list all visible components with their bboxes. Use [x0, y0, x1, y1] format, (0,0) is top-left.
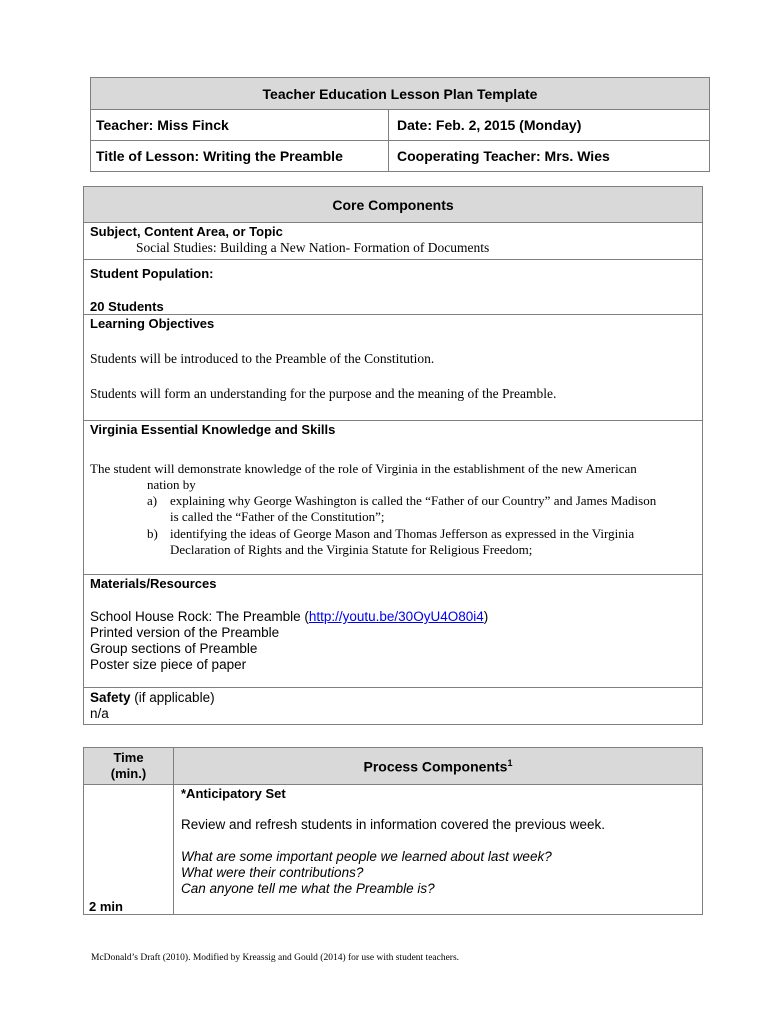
youtube-link[interactable]: http://youtu.be/30OyU4O80i4: [308, 609, 484, 624]
materials-label: Materials/Resources: [90, 576, 217, 591]
subject-section: [84, 223, 703, 260]
header-table: [90, 77, 710, 172]
skills-label: Virginia Essential Knowledge and Skills: [90, 422, 336, 437]
material-1-prefix: School House Rock: The Preamble (: [90, 609, 309, 624]
core-components-table: [83, 186, 703, 725]
skill-b-line-1: identifying the ideas of George Mason and Thomas Jefferson as expressed in the Virginia: [170, 526, 635, 541]
process-heading-footnote: 1: [507, 757, 513, 768]
safety-value: n/a: [90, 706, 109, 721]
subject-label: Subject, Content Area, or Topic: [90, 224, 283, 239]
material-3: Group sections of Preamble: [90, 641, 258, 656]
process-heading-text: Process Components: [363, 758, 508, 775]
question-3: Can anyone tell me what the Preamble is?: [181, 881, 435, 896]
objective-1: Students will be introduced to the Preamble of the Constitution.: [90, 351, 435, 366]
safety-section: [84, 688, 703, 725]
subject-value: Social Studies: Building a New Nation- Formation of Documents: [136, 240, 490, 255]
materials-section: [84, 575, 703, 688]
time-value: 2 min: [89, 899, 123, 914]
time-header-line-2: (min.): [110, 766, 147, 781]
process-components-table: [83, 747, 703, 915]
lesson-title-field: Title of Lesson: Writing the Preamble: [91, 141, 389, 172]
objective-2: Students will form an understanding for the purpose and the meaning of the Preamble.: [90, 386, 557, 401]
time-header: [84, 748, 174, 785]
objectives-label: Learning Objectives: [90, 316, 215, 331]
cooperating-teacher-field: Cooperating Teacher: Mrs. Wies: [389, 141, 710, 172]
skills-intro-line-1: The student will demonstrate knowledge of the role of Virginia in the establishment of the new American: [90, 461, 637, 476]
anticipatory-label: *Anticipatory Set: [181, 786, 286, 801]
safety-label: Safety: [90, 690, 131, 705]
skill-a-line-2: is called the “Father of the Constitution”;: [170, 509, 385, 524]
material-1: [90, 609, 488, 624]
template-title: Teacher Education Lesson Plan Template: [91, 78, 710, 110]
safety-heading: [90, 690, 215, 705]
skills-section: [84, 421, 703, 575]
material-4: Poster size piece of paper: [90, 657, 247, 672]
time-cell: [84, 785, 174, 915]
safety-note: (if applicable): [130, 690, 215, 705]
population-label: Student Population:: [90, 266, 214, 281]
footer-citation: McDonald’s Draft (2010). Modified by Kreassig and Gould (2014) for use with student teachers.: [91, 953, 460, 963]
time-header-line-1: Time: [113, 750, 144, 765]
population-section: [84, 260, 703, 315]
core-components-heading: Core Components: [84, 187, 703, 223]
skill-b-line-2: Declaration of Rights and the Virginia Statute for Religious Freedom;: [170, 542, 533, 557]
question-2: What were their contributions?: [181, 865, 364, 880]
anticipatory-cell: [174, 785, 703, 915]
material-2: Printed version of the Preamble: [90, 625, 280, 640]
skills-intro-line-2: nation by: [147, 477, 196, 492]
question-1: What are some important people we learned about last week?: [181, 849, 552, 864]
objectives-section: [84, 315, 703, 421]
skill-a-marker: a): [147, 493, 158, 508]
skill-a-line-1: explaining why George Washington is called the “Father of our Country” and James Madison: [170, 493, 657, 508]
population-value: 20 Students: [90, 299, 164, 314]
anticipatory-text: Review and refresh students in information covered the previous week.: [181, 817, 605, 832]
date-field: Date: Feb. 2, 2015 (Monday): [389, 110, 710, 141]
teacher-field: Teacher: Miss Finck: [91, 110, 389, 141]
process-components-heading: [174, 748, 703, 785]
skill-b-marker: b): [147, 526, 158, 541]
material-1-suffix: ): [483, 609, 489, 624]
